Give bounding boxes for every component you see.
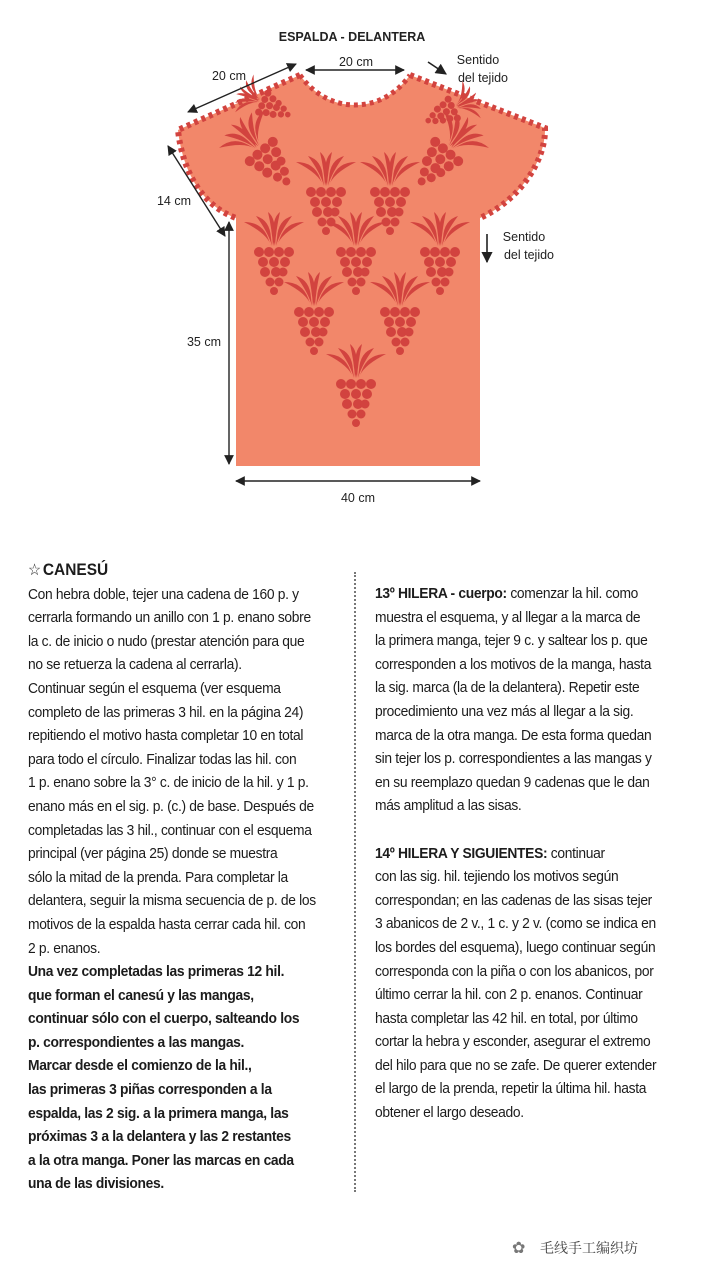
wechat-icon: ✿ [512,1240,526,1257]
text-line: Marcar desde el comienzo de la hil., [28,1057,252,1075]
hilera13-first-line: 13º HILERA - cuerpo: comenzar la hil. como [375,585,639,602]
text-line: 3 abanicos de 2 v., 1 c. y 2 v. (como se indica en [375,915,656,933]
text-line: próximas 3 a la delantera y las 2 restantes [28,1128,291,1146]
text-line: en su reemplazo quedan 9 cadenas que le dan [375,773,650,791]
sleeve-length-label: 14 cm [156,194,192,208]
neck-width-label: 20 cm [338,55,374,69]
canesu-heading: ☆ CANESÚ [28,560,109,579]
text-line: las primeras 3 piñas corresponden a la [28,1081,272,1099]
text-line: a la otra manga. Poner las marcas en cada [28,1151,294,1169]
hileras-section [375,582,694,1125]
direction-label-side-2: del tejido [503,248,555,262]
text-line: del hilo para que no se zafe. De querer extender [375,1056,657,1074]
text-line: principal (ver página 25) donde se muestra [28,845,278,863]
text-line: más amplitud a las sisas. [375,797,522,815]
star-outline-icon: ☆ [28,562,42,579]
text-line: corresponden a los motivos de la manga, hasta [375,655,652,673]
diagram-title: ESPALDA - DELANTERA [278,30,426,44]
direction-label-side-1: Sentido [502,230,546,244]
body-length-label: 35 cm [186,335,222,349]
text-line: obtener el largo deseado. [375,1104,524,1122]
text-line: muestra el esquema, y al llegar a la marca de [375,608,641,626]
hilera13-instructions [375,606,694,818]
text-line: motivos de la espalda hasta cerrar cada hil. con [28,915,306,933]
text-line: Continuar según el esquema (ver esquema [28,679,281,697]
watermark: 毛线手工编织坊 [540,1241,638,1257]
canesu-instructions [28,583,337,961]
text-line: Una vez completadas las primeras 12 hil. [28,963,285,981]
text-line: no se retuerza la cadena al cerrarla). [28,656,242,674]
hilera14-label: 14º HILERA Y SIGUIENTES: [375,844,548,862]
text-line: 2 p. enanos. [28,939,101,957]
text-line: procedimiento una vez más al llegar a la sig. [375,702,634,720]
text-line: sólo la mitad de la prenda. Para completar la [28,868,288,886]
shoulder-width-label: 20 cm [211,69,247,83]
text-line: hasta completar las 42 hil. en total, por último [375,1009,638,1027]
text-line: último cerrar la hil. con 2 p. enanos. Continuar [375,986,643,1004]
text-line: 1 p. enano sobre la 3° c. de inicio de la hil. y 1 p. [28,774,309,792]
text-line: continuar sólo con el cuerpo, salteando los [28,1010,300,1028]
text-line: los bordes del esquema), luego continuar según [375,938,656,956]
text-line: Con hebra doble, tejer una cadena de 160 p. y [28,585,299,603]
text-line: una de las divisiones. [28,1175,164,1193]
text-line: con las sig. hil. tejiendo los motivos según [375,868,619,886]
canesu-bold-instructions [28,960,337,1196]
text-line: la sig. marca (la de la delantera). Repetir este [375,679,640,697]
text-line: la primera manga, tejer 9 c. y saltear los p. que [375,632,648,650]
column-divider [354,572,356,1192]
text-line: completadas las 3 hil., continuar con el esquema [28,821,312,839]
text-line: cerrarla formando un anillo con 1 p. enano sobre [28,609,311,627]
text-line: cortar la hebra y esconder, asegurar el extremo [375,1033,651,1051]
hilera14-instructions [375,865,694,1125]
text-line: repitiendo el motivo hasta completar 10 en total [28,727,304,745]
garment-diagram [0,0,709,530]
canesu-section [28,558,337,1196]
text-line: sin tejer los p. correspondientes a las mangas y [375,750,652,768]
text-line: que forman el canesú y las mangas, [28,986,254,1004]
text-line: corresponda con la piña o con los abanicos, por [375,962,654,980]
text-line: enano más en el sig. p. (c.) de base. Después de [28,797,314,815]
text-line: delantera, seguir la misma secuencia de p. de los [28,892,316,910]
text-line: espalda, las 2 sig. a la primera manga, las [28,1104,289,1122]
text-line: correspondan; en las cadenas de las sisas tejer [375,891,652,909]
hilera14-first-line: 14º HILERA Y SIGUIENTES: continuar [375,844,605,862]
hilera13-label: 13º HILERA - cuerpo: [375,585,507,602]
knit-direction-arrow [428,62,446,74]
text-line: p. correspondientes a las mangas. [28,1033,245,1051]
text-line: para todo el círculo. Finalizar todas las hil. con [28,750,297,768]
text-line: el largo de la prenda, repetir la última hil. hasta [375,1080,647,1098]
direction-label-top-2: del tejido [457,71,509,85]
direction-label-top-1: Sentido [456,53,500,67]
text-line: la c. de inicio o nudo (prestar atención para que [28,632,305,650]
text-line: completo de las primeras 3 hil. en la página 24) [28,703,304,721]
text-line: marca de la otra manga. De esta forma quedan [375,726,652,744]
body-width-label: 40 cm [340,491,376,505]
